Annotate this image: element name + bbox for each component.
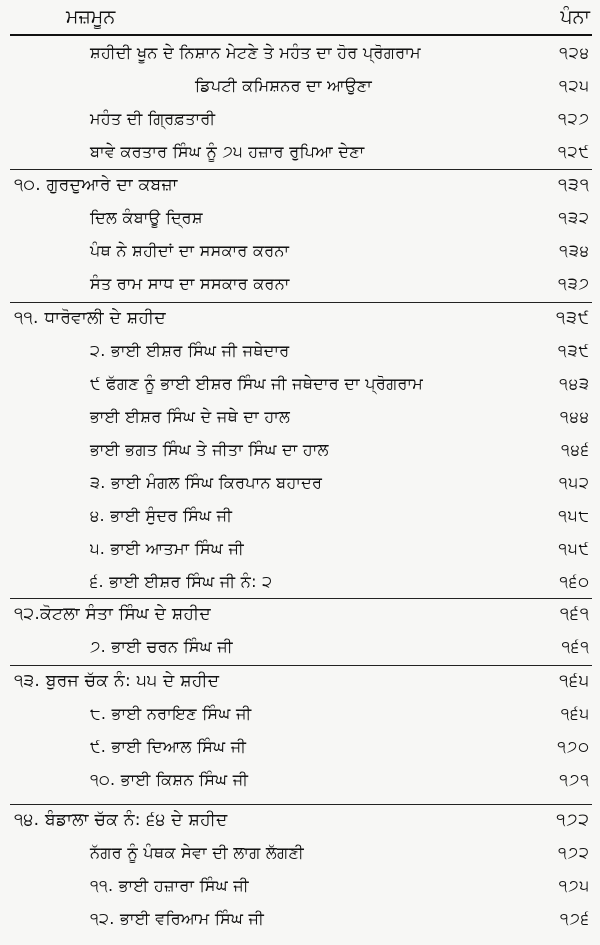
toc-entry: [10, 236, 592, 269]
entry-title: ੫. ਭਾਈ ਆਤਮਾ ਸਿੰਘ ਜੀ: [90, 539, 245, 558]
entry-title: ਨੱਗਰ ਨੂੰ ਪੰਥਕ ਸੇਵਾ ਦੀ ਲਾਗ ਲੱਗਣੀ: [90, 843, 305, 862]
entry-page: ੧੩੯: [557, 341, 590, 360]
toc-entry: [10, 632, 592, 665]
entry-page: ੧੭੬: [559, 909, 590, 928]
entry-title: ਭਾਈ ਈਸ਼ਰ ਸਿੰਘ ਦੇ ਜਥੇ ਦਾ ਹਾਲ: [90, 407, 291, 426]
chapter-page: ੧੭੨: [556, 810, 590, 830]
entry-page: ੧੬੦: [559, 572, 590, 591]
entry-title: ੭. ਭਾਈ ਚਰਨ ਸਿੰਘ ਜੀ: [90, 637, 233, 656]
chapter-title: ੧੧. ਧਾਰੋਵਾਲੀ ਦੇ ਸ਼ਹੀਦ: [14, 308, 166, 328]
entry-title: ਬਾਵੇ ਕਰਤਾਰ ਸਿੰਘ ਨੂੰ ੭੫ ਹਜ਼ਾਰ ਰੁਪਿਆ ਦੇਣਾ: [90, 142, 365, 161]
toc-entry: [10, 838, 592, 871]
entry-title: ਸੰਤ ਰਾਮ ਸਾਧ ਦਾ ਸਸਕਾਰ ਕਰਨਾ: [90, 274, 290, 293]
chapter-page: ੧੬੫: [559, 671, 590, 691]
toc-entry: [10, 269, 592, 302]
entry-page: ੧੫੮: [558, 506, 590, 525]
entry-page: ੧੩੪: [559, 241, 590, 260]
chapter-title: ੧੦. ਗੁਰਦੁਆਰੇ ਦਾ ਕਬਜ਼ਾ: [14, 175, 178, 195]
entry-title: ਪੰਥ ਨੇ ਸ਼ਹੀਦਾਂ ਦਾ ਸਸਕਾਰ ਕਰਨਾ: [90, 241, 290, 260]
entry-page: ੧੪੩: [559, 374, 590, 393]
entry-page: ੧੭੨: [558, 843, 590, 862]
chapter-page: ੧੬੧: [559, 604, 590, 624]
chapter-heading: [10, 303, 592, 336]
toc-entry: [10, 137, 592, 170]
entry-title: ਭਾਈ ਭਗਤ ਸਿੰਘ ਤੇ ਜੀਤਾ ਸਿੰਘ ਦਾ ਹਾਲ: [90, 440, 329, 459]
entry-title: ੪. ਭਾਈ ਸੁੰਦਰ ਸਿੰਘ ਜੀ: [90, 506, 233, 525]
entry-page: ੧੭੧: [559, 770, 590, 789]
toc-entry: [10, 71, 592, 104]
toc-entry: [10, 336, 592, 369]
entry-title: ੨. ਭਾਈ ਈਸ਼ਰ ਸਿੰਘ ਜੀ ਜਥੇਦਾਰ: [90, 341, 290, 360]
toc-entry: [10, 534, 592, 567]
toc-entry: [10, 567, 592, 600]
toc-entry: [10, 501, 592, 534]
entry-title: ੬. ਭਾਈ ਈਸ਼ਰ ਸਿੰਘ ਜੀ ਨੰ: ੨: [90, 572, 273, 591]
entry-page: ੧੨੭: [558, 109, 590, 128]
entry-page: ੧੩੭: [558, 274, 590, 293]
toc-entry: [10, 435, 592, 468]
toc-entry: [10, 402, 592, 435]
toc-entry: [10, 765, 592, 798]
entry-title: ੮. ਭਾਈ ਨਰਾਇਣ ਸਿੰਘ ਜੀ: [90, 704, 252, 723]
entry-title: ੯ ਫੱਗਣ ਨੂੰ ਭਾਈ ਈਸ਼ਰ ਸਿੰਘ ਜੀ ਜਥੇਦਾਰ ਦਾ ਪ੍ਰੋਗਰਾਮ: [90, 374, 424, 393]
chapter-heading: [10, 599, 592, 632]
entry-page: ੧੬੫: [560, 704, 590, 723]
entry-title: ਦਿਲ ਕੰਬਾਊ ਦ੍ਰਿਸ਼: [90, 208, 203, 227]
chapter-page: ੧੩੧: [557, 175, 590, 195]
toc-entry: [10, 871, 592, 904]
entry-page: ੧੩੨: [558, 208, 590, 227]
entry-title: ੯. ਭਾਈ ਦਿਆਲ ਸਿੰਘ ਜੀ: [90, 737, 247, 756]
entry-page: ੧੪੬: [560, 440, 590, 459]
entry-page: ੧੫੨: [558, 473, 590, 492]
entry-title: ਡਿਪਟੀ ਕਮਿਸ਼ਨਰ ਦਾ ਆਉਣਾ: [195, 76, 373, 95]
entry-page: ੧੬੧: [561, 637, 590, 656]
entry-title: ਮਹੰਤ ਦੀ ਗ੍ਰਿਫ਼ਤਾਰੀ: [90, 109, 216, 128]
entry-title: ਸ਼ਹੀਦੀ ਖੂਨ ਦੇ ਨਿਸ਼ਾਨ ਮੇਟਣੇ ਤੇ ਮਹੰਤ ਦਾ ਹੋਰ ਪ੍ਰੋਗਰਾਮ: [90, 43, 421, 62]
entry-page: ੧੨੫: [558, 76, 590, 95]
toc-entry: [10, 369, 592, 402]
toc-entry: [10, 732, 592, 765]
toc-entry: [10, 699, 592, 732]
entry-page: ੧੭੦: [557, 737, 590, 756]
toc-entry: [10, 104, 592, 137]
toc-entry: [10, 38, 592, 71]
entry-title: ੧੨. ਭਾਈ ਵਰਿਆਮ ਸਿੰਘ ਜੀ: [90, 909, 265, 928]
entry-page: ੧੪੪: [559, 407, 590, 426]
toc-header: [10, 0, 592, 36]
table-of-contents: [10, 0, 592, 945]
entry-page: ੧੨੪: [559, 43, 590, 62]
entry-page: ੧੨੯: [557, 142, 590, 161]
subject-column-heading: ਮਜ਼ਮੂਨ: [66, 6, 116, 28]
entry-page: ੧੫੯: [558, 539, 590, 558]
entry-title: ੩. ਭਾਈ ਮੰਗਲ ਸਿੰਘ ਕਿਰਪਾਨ ਬਹਾਦਰ: [90, 473, 323, 492]
entry-title: ੧੧. ਭਾਈ ਹਜ਼ਾਰਾ ਸਿੰਘ ਜੀ: [90, 876, 249, 895]
chapter-heading: [10, 170, 592, 203]
chapter-heading: [10, 805, 592, 838]
toc-entry: [10, 468, 592, 501]
entry-title: ੧੦. ਭਾਈ ਕਿਸ਼ਨ ਸਿੰਘ ਜੀ: [90, 770, 249, 789]
chapter-title: ੧੨.ਕੋਟਲਾ ਸੰਤਾ ਸਿੰਘ ਦੇ ਸ਼ਹੀਦ: [14, 604, 211, 624]
chapter-title: ੧੪. ਬੰਡਾਲਾ ਚੱਕ ਨੰ: ੬੪ ਦੇ ਸ਼ਹੀਦ: [14, 810, 228, 830]
chapter-title: ੧੩. ਬੁਰਜ ਚੱਕ ਨੰ: ੫੫ ਦੇ ਸ਼ਹੀਦ: [14, 671, 220, 691]
entry-page: ੧੭੫: [558, 876, 590, 895]
toc-entry: [10, 904, 592, 937]
chapter-page: ੧੩੯: [556, 308, 590, 328]
page-column-heading: ਪੰਨਾ: [560, 6, 590, 28]
chapter-heading: [10, 666, 592, 699]
toc-entry: [10, 203, 592, 236]
